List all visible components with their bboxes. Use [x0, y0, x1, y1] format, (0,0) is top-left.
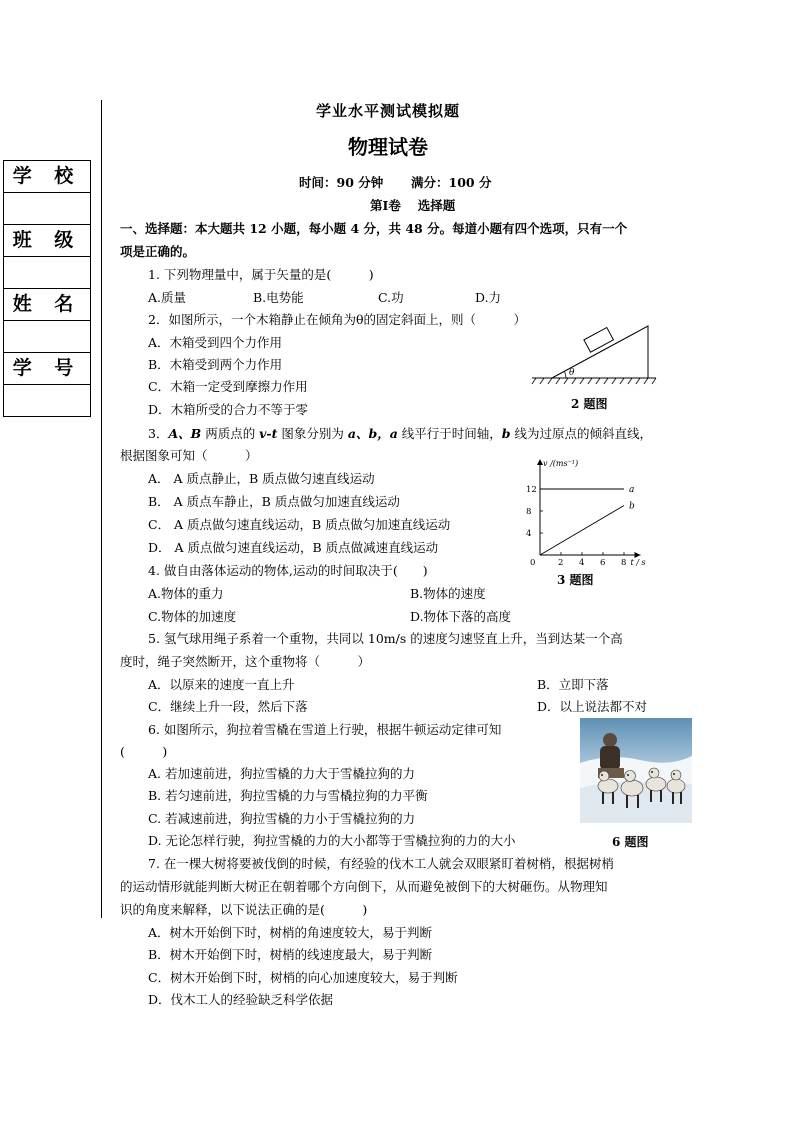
y-tick-label: 12 — [526, 485, 537, 495]
x-tick-label: 6 — [600, 558, 606, 568]
angle-theta-label: θ — [569, 368, 575, 378]
q3-option-d: D． A 质点做匀速直线运动，B 质点做减速直线运动 — [148, 540, 439, 555]
q4-option-c: C.物体的加速度 — [148, 609, 237, 624]
q5-option-a: A．以原来的速度一直上升 — [148, 677, 295, 692]
q1-option-a: A.质量 — [148, 290, 187, 305]
q4-stem: 4. 做自由落体运动的物体,运动的时间取决于( ) — [148, 563, 428, 578]
q2-option-a: A．木箱受到四个力作用 — [148, 335, 283, 350]
label-school: 学 校 — [4, 161, 90, 193]
q5-option-b: B．立即下落 — [537, 677, 609, 692]
exam-subtitle: 学业水平测试模拟题 — [316, 102, 461, 120]
series-label-a: a — [629, 485, 635, 495]
binding-line — [101, 100, 102, 918]
q6-stem-line-2: ( ) — [120, 744, 168, 759]
q7-option-b: B．树木开始倒下时，树梢的线速度最大，易于判断 — [148, 947, 433, 962]
q3-option-b: B． A 质点车静止，B 质点做匀加速直线运动 — [148, 494, 400, 509]
q5-stem-line-2: 度时，绳子突然断开，这个重物将（ ） — [120, 654, 371, 669]
blank-school — [4, 193, 90, 225]
blank-student-id — [4, 385, 90, 417]
q3-stem: 3．A、B 两质点的 v-t 图象分别为 a、b，a 线平行于时间轴，b 线为过原点的倾斜直线， — [148, 426, 653, 441]
q1-stem: 1. 下列物理量中，属于矢量的是( ) — [148, 267, 374, 282]
y-tick-label: 8 — [526, 507, 532, 517]
dog-sled-photo — [580, 718, 692, 823]
x-tick-label: 0 — [530, 558, 536, 568]
instructions-line-1: 一、选择题：本大题共 12 小题，每小题 4 分，共 48 分。每道小题有四个选项，只有一个 — [120, 221, 628, 236]
q2-stem: 2．如图所示，一个木箱静止在倾角为θ的固定斜面上，则（ ） — [148, 312, 526, 327]
q4-option-b: B.物体的速度 — [410, 586, 486, 601]
q7-stem-line-1: 7. 在一棵大树将要被伐倒的时候，有经验的伐木工人就会双眼紧盯着树梢，根据树梢 — [148, 856, 614, 871]
label-student-id: 学 号 — [4, 353, 90, 385]
x-tick-label: 4 — [579, 558, 585, 568]
q4-option-a: A.物体的重力 — [148, 586, 224, 601]
q2-option-c: C．木箱一定受到摩擦力作用 — [148, 379, 308, 394]
q7-option-c: C．树木开始倒下时，树梢的向心加速度较大，易于判断 — [148, 970, 458, 985]
q3-option-a: A． A 质点静止，B 质点做匀速直线运动 — [148, 471, 375, 486]
q7-stem-line-3: 识的角度来解释，以下说法正确的是( ) — [120, 902, 368, 917]
q6-option-b: B. 若匀速前进，狗拉雪橇的力与雪橇拉狗的力平衡 — [148, 788, 428, 803]
x-tick-label: 8 — [621, 558, 627, 568]
y-axis-label: v /(ms⁻¹) — [543, 459, 579, 468]
q3-stem-line-2: 根据图象可知（ ） — [120, 448, 258, 463]
q2-option-d: D．木箱所受的合力不等于零 — [148, 402, 309, 417]
label-name: 姓 名 — [4, 289, 90, 321]
q6-option-c: C. 若减速前进，狗拉雪橇的力小于雪橇拉狗的力 — [148, 811, 416, 826]
q2-incline-figure — [530, 322, 660, 386]
instructions-line-2: 项是正确的。 — [120, 244, 196, 259]
score-info: 满分：100 分 — [411, 175, 492, 190]
q2-option-b: B．木箱受到两个力作用 — [148, 357, 283, 372]
q6-stem-line-1: 6. 如图所示，狗拉着雪橇在雪道上行驶，根据牛顿运动定律可知 — [148, 722, 502, 737]
q3-caption: 3 题图 — [557, 573, 594, 587]
q3-vt-chart — [522, 455, 646, 570]
q5-stem-line-1: 5. 氢气球用绳子系着一个重物，共同以 10m/s 的速度匀速竖直上升，当到达某一个高 — [148, 631, 623, 646]
q6-caption: 6 题图 — [612, 835, 649, 849]
student-info-table — [3, 160, 91, 417]
y-tick-label: 4 — [526, 529, 532, 539]
q1-option-d: D.力 — [475, 290, 502, 305]
q5-option-d: D．以上说法都不对 — [537, 699, 648, 714]
time-info: 时间：90 分钟 — [299, 175, 384, 190]
q7-option-d: D．伐木工人的经验缺乏科学依据 — [148, 992, 334, 1007]
exam-title: 物理试卷 — [348, 135, 428, 159]
blank-name — [4, 321, 90, 353]
section-title: 第Ⅰ卷 选择题 — [370, 198, 456, 213]
q3-option-c: C． A 质点做匀速直线运动，B 质点做匀加速直线运动 — [148, 517, 451, 532]
x-tick-label: 2 — [558, 558, 564, 568]
q7-stem-line-2: 的运动情形就能判断大树正在朝着哪个方向倒下，从而避免被倒下的大树砸伤。从物理知 — [120, 879, 608, 894]
q7-option-a: A．树木开始倒下时，树梢的角速度较大，易于判断 — [148, 925, 433, 940]
q1-option-b: B.电势能 — [253, 290, 304, 305]
label-class: 班 级 — [4, 225, 90, 257]
q5-option-c: C．继续上升一段，然后下落 — [148, 699, 308, 714]
wooden-box — [584, 328, 614, 353]
q2-caption: 2 题图 — [571, 397, 608, 411]
q6-option-a: A. 若加速前进，狗拉雪橇的力大于雪橇拉狗的力 — [148, 766, 415, 781]
q6-option-d: D. 无论怎样行驶，狗拉雪橇的力的大小都等于雪橇拉狗的力的大小 — [148, 833, 516, 848]
x-axis-label: t / s — [630, 558, 646, 567]
q4-option-d: D.物体下落的高度 — [410, 609, 512, 624]
q1-option-c: C.功 — [378, 290, 404, 305]
series-line-b — [540, 506, 624, 556]
blank-class — [4, 257, 90, 289]
series-label-b: b — [629, 501, 635, 512]
